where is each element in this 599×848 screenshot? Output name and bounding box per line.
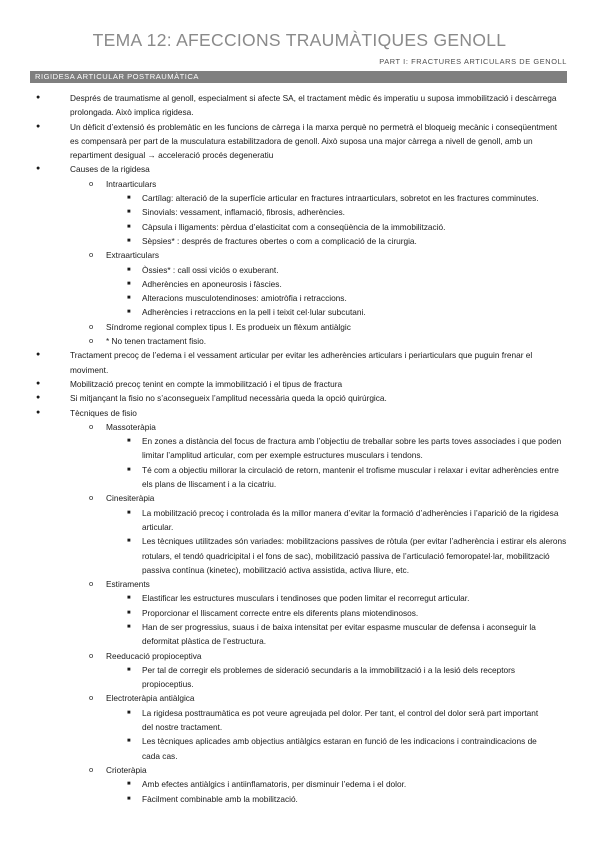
list-item-text: Les tècniques utilitzades són variades: mobilitzacions passives de ròtula (per evitar l’adherència i estirar els alerons rotulars, el tendó quadricipital i el fons de sac), mobilització passiva de l’articulació femoropatel·lar, mobilització passiva contínua (kinetec), mobilització activa assistida, activa lliure, etc. (142, 536, 567, 575)
list-item-text: Tècniques de fisio (70, 407, 137, 418)
list-item (30, 763, 567, 777)
list-item-text: Un dèficit d’extensió és problemàtic en les funcions de càrrega i la marxa perquè no permetrà el bloqueig mecànic i conseqüentment es compensarà per part de la musculatura estabilitzadora de genoll. Això suposa una major càrrega a nivell de genoll, amb un repartiment desigual → acceleració procés degeneratiu (70, 121, 558, 161)
list-item-text: Intraarticulars (106, 178, 157, 189)
bullet-icon: ■ (127, 466, 131, 473)
list-item-text: Sèpsies* : després de fractures obertes o com a complicació de la cirurgia. (142, 235, 417, 246)
bullet-icon: o (89, 336, 94, 346)
bullet-icon: ■ (127, 595, 131, 602)
list-item-text: Crioteràpia (106, 764, 147, 775)
list-item (30, 263, 567, 277)
list-item-text: Òssies* : call ossi viciós o exuberant. (142, 264, 279, 275)
list-item-text: Té com a objectiu millorar la circulació de retorn, mantenir el trofisme muscular i relaxar i evitar adherències entre els plans de lliscament i a la cicatriu. (142, 464, 559, 490)
document-title: TEMA 12: AFECCIONS TRAUMÀTIQUES GENOLL (92, 30, 507, 50)
list-item-text: Després de traumatisme al genoll, especialment si afecte SA, el tractament mèdic és imperatiu u suposa immobilització i descàrrega prolongada. Això implica rigidesa. (70, 93, 557, 118)
list-item-text: Síndrome regional complex tipus I. Es produeix un flèxum antiàlgic (106, 321, 351, 332)
list-item-text: Proporcionar el lliscament correcte entre els diferents plans miotendinosos. (142, 607, 419, 618)
list-item-text: Alteracions musculotendinoses: amiotròfia i retraccions. (142, 293, 347, 304)
list-item (30, 663, 567, 692)
list-item-text: Tractament precoç de l’edema i el vessament articular per evitar les adherències articulars i periarticulars que puguin frenar el moviment. (70, 350, 533, 375)
list-item-text: Les tècniques aplicades amb objectius antiàlgics estaran en funció de les indicacions i contraindicacions de cada cas. (142, 736, 537, 761)
bullet-icon: ● (36, 122, 41, 130)
bullet-icon: ● (36, 394, 41, 402)
bullet-icon: ● (36, 351, 41, 359)
list-item (30, 277, 567, 291)
list-item-text: Extraarticulars (106, 250, 160, 261)
bullet-icon: ■ (127, 509, 131, 516)
list-item (30, 620, 567, 649)
list-item-text: Massoteràpia (106, 421, 156, 432)
list-item (30, 534, 567, 577)
list-item (30, 234, 567, 248)
bullet-icon: o (89, 579, 94, 589)
list-item (30, 320, 567, 334)
bullet-icon: o (89, 321, 94, 331)
bullet-icon: ■ (127, 709, 131, 716)
bullet-icon: ■ (127, 309, 131, 316)
bullet-icon: ● (36, 165, 41, 173)
bullet-icon: ■ (127, 295, 131, 302)
list-item (30, 777, 567, 791)
bullet-icon: ■ (127, 623, 131, 630)
bullet-icon: o (89, 693, 94, 703)
bullet-icon: ● (36, 379, 41, 387)
document-body (30, 91, 567, 806)
list-item (30, 463, 567, 492)
list-item (30, 377, 567, 391)
list-item (30, 305, 567, 319)
list-item-text: Han de ser progressius, suaus i de baixa intensitat per evitar espasme muscular de defensa i aconseguir la deformitat plàstica de l’estructura. (142, 621, 536, 647)
list-item (30, 248, 567, 262)
bullet-icon: ■ (127, 738, 131, 745)
list-item (30, 577, 567, 591)
bullet-icon: ■ (127, 781, 131, 788)
bullet-icon: ■ (127, 237, 131, 244)
list-item (30, 606, 567, 620)
list-item-text: Cinesiteràpia (106, 493, 155, 504)
list-item (30, 591, 567, 605)
bullet-icon: ■ (127, 538, 131, 545)
list-item-text: Amb efectes antiàlgics i antiinflamatoris, per disminuir l’edema i el dolor. (142, 779, 407, 790)
bullet-icon: ■ (127, 666, 131, 673)
list-item-text: Estiraments (106, 579, 150, 590)
bullet-icon: o (89, 250, 94, 260)
list-item-text: Mobilització precoç tenint en compte la immobilització i el tipus de fractura (70, 378, 343, 389)
list-item-text: En zones a distància del focus de fractura amb l’objectiu de treballar sobre les parts toves associades i que poden limitar l’amplitud articular, com per exemple estructures musculars i tendons. (142, 436, 562, 461)
list-item (30, 406, 567, 420)
list-item-text: * No tenen tractament fisio. (106, 336, 207, 347)
list-item (30, 434, 567, 463)
list-item (30, 420, 567, 434)
list-item (30, 734, 567, 763)
list-item-text: Per tal de corregir els problemes de sideració secundaris a la immobilització i a la lesió dels receptors propioceptius. (142, 664, 516, 690)
list-item-text: Sinovials: vessament, inflamació, fibrosis, adherències. (142, 207, 345, 218)
list-item-text: Reeducació propioceptiva (106, 650, 202, 661)
list-item-text: La mobilització precoç i controlada és la millor manera d’evitar la formació d’adherències i l’aparició de la rigidesa articular. (142, 507, 559, 532)
list-item (30, 391, 567, 405)
list-item-text: Adherències i retraccions en la pell i teixit cel·lular subcutani. (142, 307, 366, 318)
bullet-icon: ■ (127, 609, 131, 616)
bullet-icon: ■ (127, 209, 131, 216)
list-item (30, 220, 567, 234)
list-item (30, 91, 567, 120)
list-item (30, 177, 567, 191)
bullet-icon: o (89, 421, 94, 431)
bullet-icon: o (89, 764, 94, 774)
bullet-icon: ■ (127, 438, 131, 445)
list-item (30, 691, 567, 705)
list-item (30, 291, 567, 305)
list-item-text: La rigidesa posttraumàtica es pot veure agreujada pel dolor. Per tant, el control del dolor serà part important del nostre tractament. (142, 707, 539, 733)
list-item-text: Elastificar les estructures musculars i tendinoses que poden limitar el recorregut articular. (142, 593, 470, 604)
bullet-icon: ● (36, 94, 41, 101)
list-item (30, 706, 567, 735)
list-item-text: Adherències en aponeurosis i fàscies. (142, 278, 282, 289)
list-item (30, 334, 567, 348)
bullet-icon: ■ (127, 795, 131, 802)
list-item (30, 205, 567, 219)
bullet-icon: ■ (127, 195, 131, 202)
list-item (30, 191, 567, 205)
list-item (30, 162, 567, 176)
list-item (30, 506, 567, 535)
list-item-text: Si mitjançant la fisio no s’aconsegueix l’amplitud necessària queda la opció quirúrgica. (70, 393, 387, 404)
bullet-icon: o (89, 178, 94, 188)
bullet-icon: ● (36, 408, 41, 416)
list-item-text: Electroteràpia antiàlgica (106, 693, 195, 704)
list-item (30, 649, 567, 663)
list-item (30, 792, 567, 806)
section-header: RIGIDESA ARTICULAR POSTRAUMÀTICA (30, 71, 567, 83)
list-item-text: Causes de la rigidesa (70, 164, 150, 175)
bullet-icon: o (89, 650, 94, 660)
bullet-icon: ■ (127, 266, 131, 273)
list-item-text: Fàcilment combinable amb la mobilització. (142, 793, 298, 804)
list-item-text: Càpsula i lligaments: pèrdua d’elasticitat com a conseqüència de la immobilització. (142, 221, 446, 232)
list-item-text: Cartílag: alteració de la superfície articular en fractures intraarticulars, sobretot en les fractures comminutes. (142, 193, 539, 204)
bullet-icon: ■ (127, 223, 131, 230)
document-subtitle: PART I: FRACTURES ARTICULARS DE GENOLL (379, 57, 567, 66)
list-item (30, 348, 567, 377)
list-item (30, 120, 567, 163)
list-item (30, 491, 567, 505)
bullet-icon: ■ (127, 280, 131, 287)
bullet-icon: o (89, 493, 94, 503)
